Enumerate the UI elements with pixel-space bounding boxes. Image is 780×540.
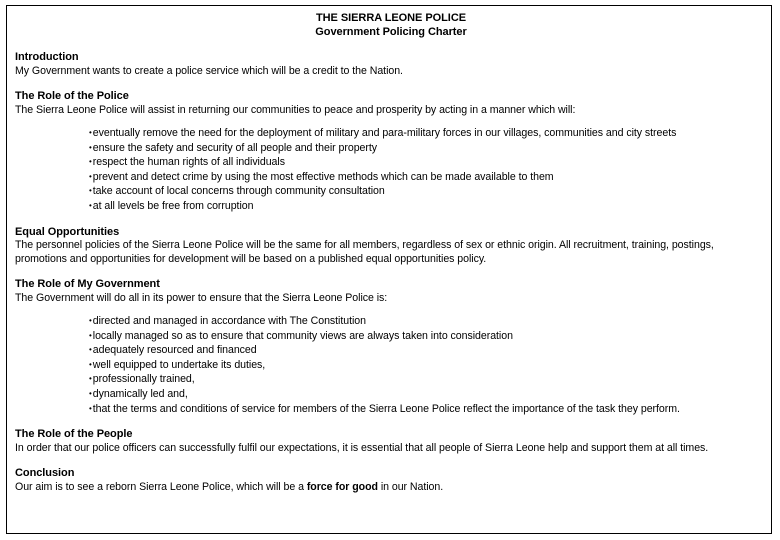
introduction-text: My Government wants to create a police service which will be a credit to the Nation. <box>15 64 403 77</box>
role-government-heading: The Role of My Government <box>15 278 160 291</box>
conclusion-text <box>15 481 767 495</box>
role-government-bullet-list <box>89 314 767 416</box>
section-conclusion <box>15 467 767 494</box>
role-police-heading: The Role of the Police <box>15 90 129 102</box>
equal-opportunities-heading: Equal Opportunities <box>15 225 120 238</box>
list-item: • take account of local concerns through community consultation <box>89 184 767 199</box>
section-introduction <box>15 51 767 78</box>
section-role-of-people <box>15 428 767 455</box>
list-item: • locally managed so as to ensure that community views are always taken into consideration <box>89 329 767 344</box>
role-government-text: The Government will do all in its power to ensure that the Sierra Leone Police is: <box>15 291 388 304</box>
section-equal-opportunities <box>15 226 767 267</box>
document-title <box>15 11 767 39</box>
conclusion-heading: Conclusion <box>15 467 75 480</box>
list-item: • that the terms and conditions of service for members of the Sierra Leone Police reflect the importance of the task they perform. <box>89 402 767 417</box>
list-item: • directed and managed in accordance with The Constitution <box>89 314 767 329</box>
title-line-1: THE SIERRA LEONE POLICE <box>315 12 466 24</box>
list-item: • ensure the safety and security of all people and their property <box>89 141 767 156</box>
list-item: • respect the human rights of all individuals <box>89 155 767 170</box>
conclusion-text-after: in our Nation. <box>377 480 444 493</box>
list-item: • adequately resourced and financed <box>89 343 767 358</box>
role-people-text: In order that our police officers can successfully fulfil our expectations, it is essential that all people of Sierra Leone help and support them at all times. <box>15 441 709 454</box>
list-item: • professionally trained, <box>89 372 767 387</box>
list-item: • dynamically led and, <box>89 387 767 402</box>
conclusion-text-before: Our aim is to see a reborn Sierra Leone Police, which will be a <box>15 480 307 493</box>
section-role-of-police <box>15 90 767 214</box>
list-item: • eventually remove the need for the deployment of military and para-military forces in our villages, communities and city streets <box>89 126 767 141</box>
list-item: • at all levels be free from corruption <box>89 199 767 214</box>
role-people-heading: The Role of the People <box>15 428 133 441</box>
list-item: • well equipped to undertake its duties, <box>89 358 767 373</box>
equal-opportunities-text: The personnel policies of the Sierra Leone Police will be the same for all members, regardless of sex or ethnic origin. All recruitment, training, postings, promotions and opportunities for development will be based on a published equal opportunities policy. <box>15 239 714 265</box>
charter-document <box>15 11 767 494</box>
conclusion-emphasis: force for good <box>306 480 378 493</box>
title-line-2: Government Policing Charter <box>315 26 467 38</box>
list-item: • prevent and detect crime by using the most effective methods which can be made available to them <box>89 170 767 185</box>
section-role-of-government <box>15 278 767 416</box>
role-police-bullet-list <box>89 126 767 214</box>
introduction-heading: Introduction <box>15 51 79 63</box>
role-police-text: The Sierra Leone Police will assist in returning our communities to peace and prosperity by acting in a manner which will: <box>15 103 576 116</box>
